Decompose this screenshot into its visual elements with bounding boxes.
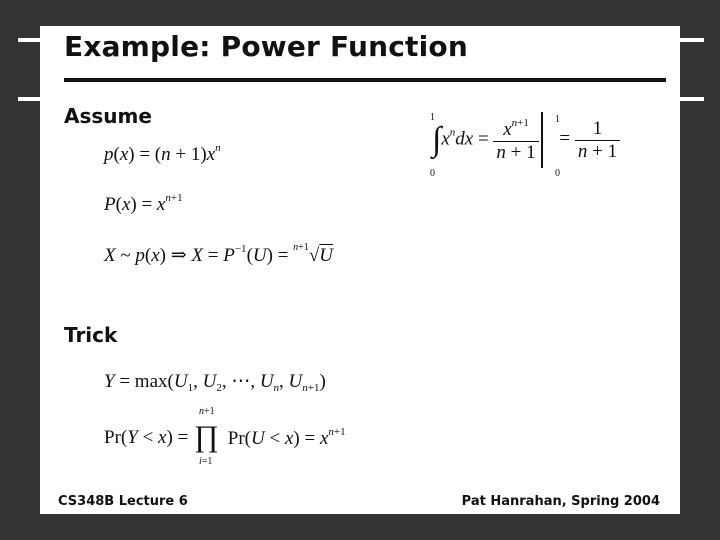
normalization-equation: 1 0 $\int x^ndx$ = $\frac{x^{n+1}}{n + 1}$ 1 0 = $\frac{1}{n + 1}$ — [428, 112, 620, 182]
slide — [40, 26, 680, 514]
footer-right: Pat Hanrahan, Spring 2004 — [461, 494, 660, 509]
top-right-decor-bar — [678, 38, 704, 42]
max-equation: $Y = \max(U_1$, $U_2$, ⋯, $U_n$, $U_{n+1}$) — [104, 371, 326, 394]
cdf-equation: $P(x) = x^{n+1}$ — [104, 192, 183, 215]
slide-title: Example: Power Function — [64, 30, 468, 63]
trick-heading: Trick — [64, 323, 118, 347]
assume-heading: Assume — [64, 104, 152, 128]
inversion-equation: X ~ p(x) ⇒ $X = P^{-1}(U) = ^{n+1}√U$ — [104, 242, 333, 266]
pdf-equation: $p(x) = (n + 1)x^n$ — [104, 142, 221, 165]
footer-left: CS348B Lecture 6 — [58, 494, 188, 509]
title-rule — [64, 78, 666, 82]
mid-right-decor-bar — [678, 97, 704, 101]
product-equation: Pr(Y < x) = n+1 ∏ i=1 $Pr(U < x) = x^{n+1}$ — [104, 406, 346, 467]
